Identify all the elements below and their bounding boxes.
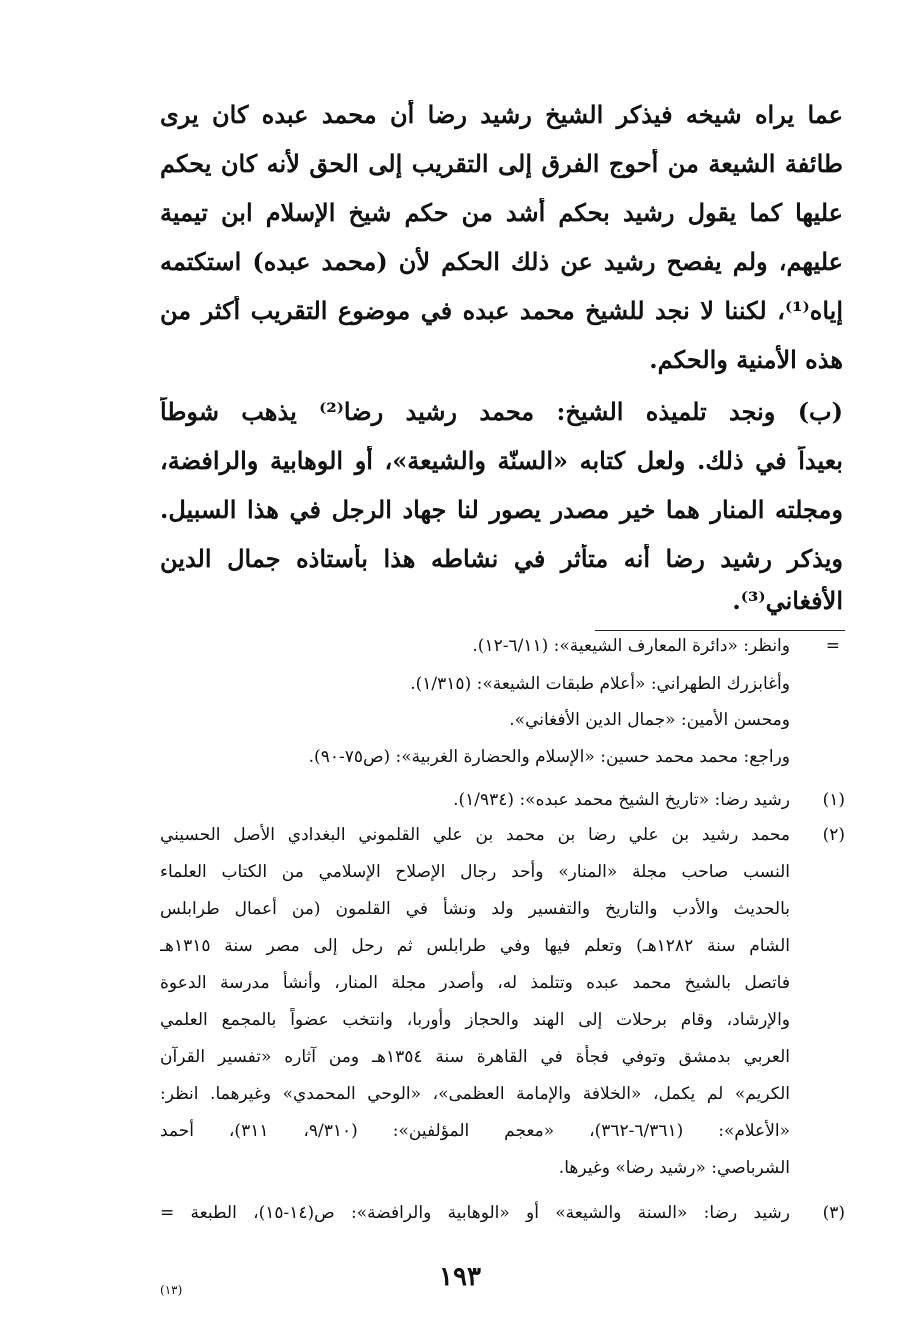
footnote-line: بالحديث والأدب والتاريخ والتفسير ولد ونشأ في القلمون (من أعمال طرابلس [160, 899, 790, 919]
footnote-line: الشام سنة ١٢٨٢هـ) وتعلم فيها وفي طرابلس ثم رحل إلى مصر سنة ١٣١٥هـ [160, 936, 790, 956]
body-line: ومجلته المنار هما خير مصدر يصور لنا جهاد الرجل في هذا السبيل. [160, 495, 843, 524]
footnote-line: وراجع: محمد محمد حسين: «الإسلام والحضارة الغربية»: (ص٧٥-٩٠). [308, 747, 790, 767]
signature-mark: (١٣) [160, 1283, 183, 1297]
footnote-line: الشرباصي: «رشيد رضا» وغيرها. [558, 1158, 790, 1178]
footnote-separator [595, 630, 845, 631]
footnote-line: وانظر: «دائرة المعارف الشيعية»: (٦/١١-١٢). [472, 636, 790, 656]
footnote-line: والإرشاد، وقام برحلات إلى الهند والحجاز وأوربا، وانتخب عضواً بالمجمع العلمي [160, 1010, 790, 1030]
footnote-line: الكريم» لم يكمل، «الخلافة والإمامة العظمى»، «الوحي المحمدي» وغيرهما. انظر: [160, 1084, 790, 1104]
body-line: عليهم، ولم يفصح رشيد عن ذلك الحكم لأن (محمد عبده) استكتمه [160, 247, 843, 276]
body-line: الأفغاني⁽³⁾. [732, 586, 843, 615]
body-line: إياه⁽¹⁾، لكننا لا نجد للشيخ محمد عبده في موضوع التقريب أكثر من [160, 296, 843, 325]
body-line: طائفة الشيعة من أحوج الفرق إلى التقريب إلى الحق لأنه كان يحكم [160, 149, 843, 178]
footnote-line: رشيد رضا: «تاريخ الشيخ محمد عبده»: (١/٩٣٤). [453, 790, 790, 810]
body-line: عليها كما يقول رشيد بحكم أشد من حكم شيخ الإسلام ابن تيمية [160, 198, 843, 227]
footnote-marker: (٣) [822, 1203, 845, 1223]
footnote-line: «الأعلام»: (٦/٣٦١-٣٦٢)، «معجم المؤلفين»: (٩/٣١٠، ٣١١)، أحمد [160, 1121, 790, 1141]
footnote-line: وأغابزرك الطهراني: «أعلام طبقات الشيعة»: (١/٣١٥). [410, 674, 790, 694]
body-line: هذه الأمنية والحكم. [649, 345, 843, 374]
footnote-line: رشيد رضا: «السنة والشيعة» أو «الوهابية والرافضة»: ص(١٤-١٥)، الطبعة = [160, 1203, 790, 1223]
footnote-line: فاتصل بالشيخ محمد عبده وتتلمذ له، وأصدر مجلة المنار، وأنشأ مدرسة الدعوة [160, 973, 790, 993]
body-line: عما يراه شيخه فيذكر الشيخ رشيد رضا أن محمد عبده كان يرى [160, 100, 843, 129]
footnote-line: ومحسن الأمين: «جمال الدين الأفغاني». [509, 710, 790, 730]
footnote-marker: (٢) [822, 825, 845, 845]
page-number: ١٩٣ [439, 1262, 481, 1292]
footnote-line: العربي بدمشق وتوفي فجأة في القاهرة سنة ١٣٥٤هـ ومن آثاره «تفسير القرآن [160, 1047, 790, 1067]
body-line: بعيداً في ذلك. ولعل كتابه «السنّة والشيعة»، أو الوهابية والرافضة، [160, 446, 843, 475]
footnote-marker: (١) [822, 790, 845, 810]
footnote-line: محمد رشيد بن علي رضا بن محمد بن علي القلموني البغدادي الأصل الحسيني [160, 825, 790, 845]
body-line: (ب) ونجد تلميذه الشيخ: محمد رشيد رضا⁽²⁾ يذهب شوطاً [160, 397, 843, 426]
body-line: ويذكر رشيد رضا أنه متأثر في نشاطه هذا بأستاذه جمال الدين [160, 544, 843, 573]
footnote-continuation-mark: = [825, 636, 840, 656]
footnote-line: النسب صاحب مجلة «المنار» وأحد رجال الإصلاح الإسلامي من الكتاب العلماء [160, 862, 790, 882]
